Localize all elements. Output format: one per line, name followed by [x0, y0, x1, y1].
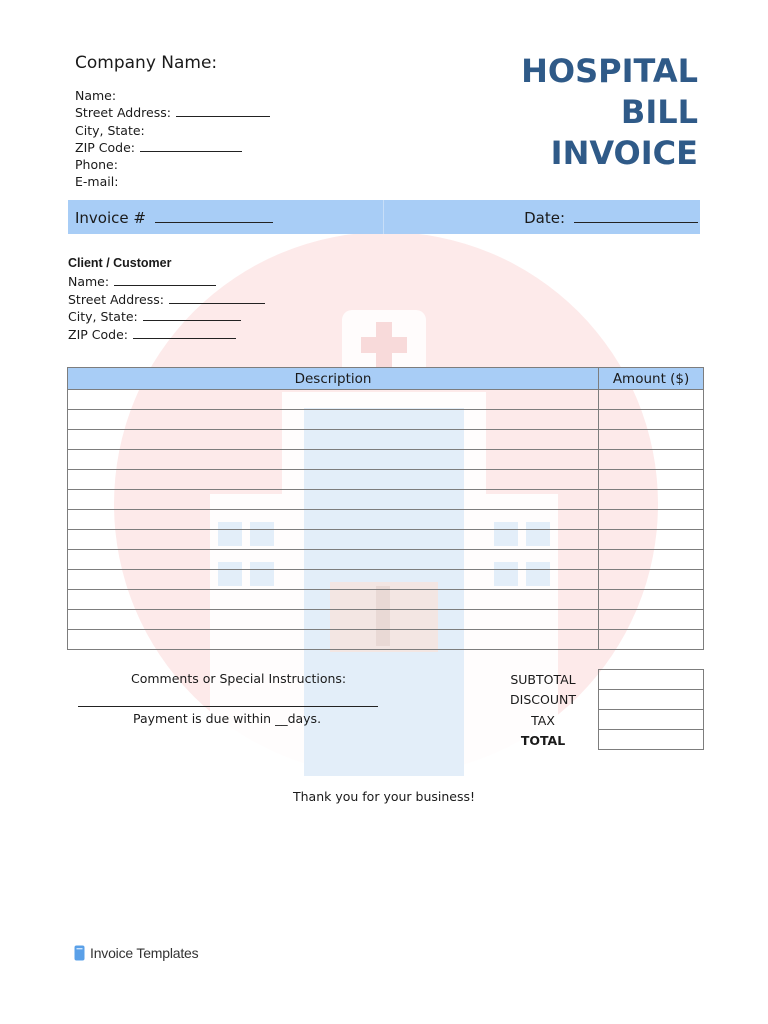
client-city-label: City, State: — [68, 309, 138, 325]
totals-labels — [490, 670, 596, 751]
amount-cell[interactable] — [599, 430, 704, 450]
company-zip-line — [75, 139, 270, 156]
invoice-number-field — [75, 208, 273, 227]
description-cell[interactable] — [68, 610, 599, 630]
client-city-blank[interactable] — [143, 308, 241, 321]
invoice-number-blank[interactable] — [155, 208, 273, 223]
invoice-templates-logo-icon — [74, 945, 85, 961]
client-zip-line — [68, 326, 265, 344]
company-zip-label: ZIP Code: — [75, 139, 135, 155]
brand-logo — [74, 945, 198, 961]
total-value-cell[interactable] — [599, 730, 704, 750]
amount-cell[interactable] — [599, 630, 704, 650]
description-cell[interactable] — [68, 570, 599, 590]
invoice-number-label: Invoice # — [75, 209, 146, 227]
table-row — [68, 450, 704, 470]
description-cell[interactable] — [68, 410, 599, 430]
description-cell[interactable] — [68, 630, 599, 650]
client-street-line — [68, 291, 265, 309]
brand-name: Invoice Templates — [90, 945, 199, 961]
company-details — [75, 87, 270, 191]
company-city-label: City, State: — [75, 122, 145, 138]
table-row — [68, 490, 704, 510]
invoice-info-bar — [68, 200, 700, 234]
company-name-field-label: Name: — [75, 88, 117, 103]
client-city-line — [68, 308, 265, 326]
subtotal-value-cell[interactable] — [599, 670, 704, 690]
table-row — [68, 510, 704, 530]
table-header-row — [68, 368, 704, 390]
comments-label: Comments or Special Instructions: — [131, 671, 347, 686]
description-cell[interactable] — [68, 390, 599, 410]
table-row — [68, 530, 704, 550]
table-row — [68, 590, 704, 610]
description-cell[interactable] — [68, 530, 599, 550]
description-cell[interactable] — [68, 470, 599, 490]
table-body — [68, 390, 704, 650]
tax-label: TAX — [531, 712, 555, 728]
bar-divider — [383, 200, 384, 234]
amount-header: Amount ($) — [599, 368, 704, 390]
title-line-2: BILL — [620, 93, 698, 131]
table-row — [68, 470, 704, 490]
company-email-label: E-mail: — [75, 174, 119, 190]
company-zip-blank[interactable] — [140, 139, 242, 152]
company-name-line — [75, 87, 270, 104]
table-row — [68, 630, 704, 650]
amount-cell[interactable] — [599, 550, 704, 570]
description-cell[interactable] — [68, 550, 599, 570]
amount-cell[interactable] — [599, 390, 704, 410]
company-phone-line — [75, 156, 270, 173]
amount-cell[interactable] — [599, 510, 704, 530]
amount-cell[interactable] — [599, 470, 704, 490]
amount-cell[interactable] — [599, 610, 704, 630]
company-street-line — [75, 104, 270, 121]
table-row — [68, 430, 704, 450]
client-name-label: Name: — [68, 274, 110, 289]
total-label: TOTAL — [520, 732, 566, 748]
subtotal-label: SUBTOTAL — [510, 672, 576, 687]
client-name-blank[interactable] — [114, 273, 216, 286]
client-name-line — [68, 273, 265, 291]
payment-terms: Payment is due within __days. — [133, 711, 322, 726]
line-items-table — [67, 367, 704, 650]
thank-you-note: Thank you for your business! — [292, 789, 476, 804]
title-line-1: HOSPITAL — [521, 52, 698, 90]
table-row — [68, 390, 704, 410]
document-title — [521, 51, 698, 174]
table-row — [68, 570, 704, 590]
date-blank[interactable] — [574, 208, 698, 223]
description-cell[interactable] — [68, 430, 599, 450]
discount-label: DISCOUNT — [510, 692, 576, 708]
table-row — [68, 610, 704, 630]
tax-value-cell[interactable] — [599, 710, 704, 730]
date-label: Date: — [524, 209, 565, 227]
client-street-blank[interactable] — [169, 291, 265, 304]
company-street-blank[interactable] — [176, 104, 270, 117]
company-city-line — [75, 122, 270, 139]
totals-boxes — [598, 669, 704, 750]
description-cell[interactable] — [68, 450, 599, 470]
company-name-label: Company Name: — [75, 53, 218, 73]
company-phone-label: Phone: — [75, 157, 118, 173]
description-cell[interactable] — [68, 510, 599, 530]
amount-cell[interactable] — [599, 490, 704, 510]
amount-cell[interactable] — [599, 450, 704, 470]
amount-cell[interactable] — [599, 590, 704, 610]
client-street-label: Street Address: — [68, 291, 164, 307]
comments-input-line[interactable] — [78, 706, 378, 707]
client-heading: Client / Customer — [68, 256, 172, 270]
client-zip-label: ZIP Code: — [68, 327, 128, 343]
table-row — [68, 550, 704, 570]
date-field — [524, 208, 698, 227]
company-street-label: Street Address: — [75, 105, 171, 121]
title-line-3: INVOICE — [550, 134, 698, 172]
table-row — [68, 410, 704, 430]
client-zip-blank[interactable] — [133, 326, 236, 339]
company-email-line — [75, 173, 270, 190]
client-details — [68, 273, 265, 344]
amount-cell[interactable] — [599, 570, 704, 590]
description-header: Description — [68, 368, 599, 390]
description-cell[interactable] — [68, 490, 599, 510]
amount-cell[interactable] — [599, 530, 704, 550]
amount-cell[interactable] — [599, 410, 704, 430]
discount-value-cell[interactable] — [599, 690, 704, 710]
description-cell[interactable] — [68, 590, 599, 610]
